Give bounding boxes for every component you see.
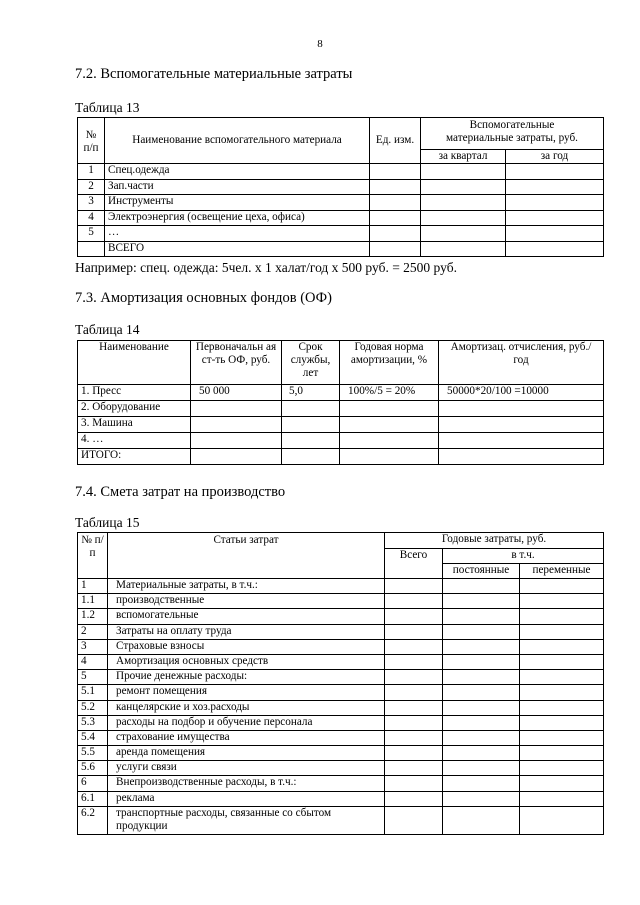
- table-row: [78, 594, 604, 609]
- t14-cell-term: 5,0: [282, 385, 340, 401]
- t13-cell-quarter: [421, 195, 506, 211]
- t15-cell-name: транспортные расходы, связанные со сбытом продукции: [108, 806, 385, 834]
- t13-cell-name: Электроэнергия (освещение цеха, офиса): [105, 210, 370, 226]
- t15-cell-name: канцелярские и хоз.расходы: [108, 700, 385, 715]
- t15-cell-fixed: [443, 761, 520, 776]
- t15-cell-total: [385, 791, 443, 806]
- table-row: [78, 730, 604, 745]
- t13-header-unit: Ед. изм.: [370, 118, 421, 164]
- t15-cell-total: [385, 639, 443, 654]
- t14-cell-initial: [191, 433, 282, 449]
- t14-cell-name: ИТОГО:: [78, 449, 191, 465]
- table-row: [78, 433, 604, 449]
- table-13: [77, 117, 604, 257]
- t15-cell-name: производственные: [108, 594, 385, 609]
- t14-cell-rate: [340, 401, 439, 417]
- t15-cell-name: страхование имущества: [108, 730, 385, 745]
- t13-cell-name: …: [105, 226, 370, 242]
- t14-header-amort: Амортизац. отчисления, руб./год: [439, 341, 604, 385]
- t13-cell-name: Инструменты: [105, 195, 370, 211]
- t14-header-initial: Первоначальн ая ст-ть ОФ, руб.: [191, 341, 282, 385]
- t15-cell-total: [385, 761, 443, 776]
- t15-cell-name: Прочие денежные расходы:: [108, 670, 385, 685]
- t13-cell-unit: [370, 164, 421, 180]
- t13-cell-quarter: [421, 226, 506, 242]
- t13-cell-year: [506, 226, 604, 242]
- section-7-2-heading: 7.2. Вспомогательные материальные затраты: [75, 66, 353, 82]
- t15-cell-num: 5.6: [78, 761, 108, 776]
- t15-cell-name: Затраты на оплату труда: [108, 624, 385, 639]
- table-row: [78, 449, 604, 465]
- t13-cell-year: [506, 164, 604, 180]
- t13-cell-quarter: [421, 179, 506, 195]
- t15-header-items: Статьи затрат: [108, 533, 385, 579]
- t15-cell-name: Амортизация основных средств: [108, 654, 385, 669]
- t14-cell-rate: [340, 417, 439, 433]
- table-row: [78, 776, 604, 791]
- t15-cell-name: Страховые взносы: [108, 639, 385, 654]
- table-row: [78, 715, 604, 730]
- t14-cell-rate: 100%/5 = 20%: [340, 385, 439, 401]
- t13-cell-year: [506, 210, 604, 226]
- t15-cell-num: 5.2: [78, 700, 108, 715]
- t15-cell-num: 4: [78, 654, 108, 669]
- t15-cell-num: 1.2: [78, 609, 108, 624]
- t15-header-variable: переменные: [520, 564, 604, 579]
- t13-cell-year: [506, 179, 604, 195]
- t15-cell-variable: [520, 670, 604, 685]
- t15-cell-variable: [520, 624, 604, 639]
- t15-cell-variable: [520, 791, 604, 806]
- t15-cell-total: [385, 670, 443, 685]
- t15-cell-num: 1.1: [78, 594, 108, 609]
- t15-cell-fixed: [443, 791, 520, 806]
- t15-cell-num: 6.1: [78, 791, 108, 806]
- table-row: [78, 806, 604, 834]
- t15-cell-total: [385, 654, 443, 669]
- t15-cell-num: 6: [78, 776, 108, 791]
- t13-cell-num: 5: [78, 226, 105, 242]
- table-row: [78, 639, 604, 654]
- table-row: [78, 226, 604, 242]
- t13-cell-quarter: [421, 210, 506, 226]
- t15-cell-fixed: [443, 639, 520, 654]
- t13-cell-num: 4: [78, 210, 105, 226]
- t15-header-annual: Годовые затраты, руб.: [385, 533, 604, 549]
- t13-header-quarter: за квартал: [421, 150, 506, 164]
- table-row: [78, 654, 604, 669]
- table-row: [78, 761, 604, 776]
- table-15: [77, 532, 604, 835]
- t14-cell-amort: 50000*20/100 =10000: [439, 385, 604, 401]
- table-13-caption: Таблица 13: [75, 100, 140, 115]
- t15-cell-num: 5.5: [78, 746, 108, 761]
- t13-header-num: № п/п: [78, 118, 105, 164]
- t15-cell-total: [385, 730, 443, 745]
- t15-cell-total: [385, 806, 443, 834]
- t15-cell-num: 5: [78, 670, 108, 685]
- t15-cell-name: ремонт помещения: [108, 685, 385, 700]
- table-row: [78, 609, 604, 624]
- t15-cell-fixed: [443, 594, 520, 609]
- t14-cell-initial: 50 000: [191, 385, 282, 401]
- t13-cell-num: [78, 241, 105, 257]
- t13-cell-unit: [370, 241, 421, 257]
- table-row: [78, 210, 604, 226]
- t15-cell-num: 2: [78, 624, 108, 639]
- t14-cell-amort: [439, 449, 604, 465]
- t13-cell-num: 3: [78, 195, 105, 211]
- t15-cell-num: 5.3: [78, 715, 108, 730]
- example-note: Например: спец. одежда: 5чел. х 1 халат/год х 500 руб. = 2500 руб.: [75, 260, 457, 275]
- table-row: [78, 164, 604, 180]
- t15-cell-variable: [520, 685, 604, 700]
- t15-cell-variable: [520, 730, 604, 745]
- t15-cell-fixed: [443, 685, 520, 700]
- t15-cell-variable: [520, 746, 604, 761]
- t15-cell-name: реклама: [108, 791, 385, 806]
- t15-cell-num: 6.2: [78, 806, 108, 834]
- t13-cell-quarter: [421, 241, 506, 257]
- t15-cell-fixed: [443, 715, 520, 730]
- table-row: [78, 700, 604, 715]
- t15-cell-name: вспомогательные: [108, 609, 385, 624]
- table-row: [78, 385, 604, 401]
- t15-cell-fixed: [443, 746, 520, 761]
- t15-cell-variable: [520, 806, 604, 834]
- t13-cell-unit: [370, 226, 421, 242]
- table-15-caption: Таблица 15: [75, 515, 140, 530]
- t13-cell-num: 2: [78, 179, 105, 195]
- t15-cell-total: [385, 700, 443, 715]
- t14-cell-rate: [340, 449, 439, 465]
- t13-header-year: за год: [506, 150, 604, 164]
- t14-cell-amort: [439, 401, 604, 417]
- t14-cell-name: 4. …: [78, 433, 191, 449]
- t14-cell-initial: [191, 401, 282, 417]
- t15-cell-fixed: [443, 579, 520, 594]
- t15-cell-fixed: [443, 730, 520, 745]
- table-row: [78, 179, 604, 195]
- t15-cell-total: [385, 594, 443, 609]
- t15-cell-name: расходы на подбор и обучение персонала: [108, 715, 385, 730]
- t15-header-incl: в т.ч.: [443, 549, 604, 564]
- t14-cell-amort: [439, 433, 604, 449]
- t15-cell-name: услуги связи: [108, 761, 385, 776]
- t14-cell-term: [282, 433, 340, 449]
- t13-cell-name: ВСЕГО: [105, 241, 370, 257]
- t15-cell-num: 5.4: [78, 730, 108, 745]
- t13-cell-name: Зап.части: [105, 179, 370, 195]
- t13-cell-quarter: [421, 164, 506, 180]
- t15-cell-total: [385, 776, 443, 791]
- t15-cell-total: [385, 579, 443, 594]
- t15-cell-variable: [520, 639, 604, 654]
- t15-cell-fixed: [443, 624, 520, 639]
- t15-cell-total: [385, 609, 443, 624]
- t13-header-name: Наименование вспомогательного материала: [105, 118, 370, 164]
- t15-cell-variable: [520, 715, 604, 730]
- t14-header-name: Наименование: [78, 341, 191, 385]
- t15-cell-fixed: [443, 670, 520, 685]
- t13-cell-num: 1: [78, 164, 105, 180]
- t14-cell-initial: [191, 417, 282, 433]
- t14-cell-amort: [439, 417, 604, 433]
- t14-cell-term: [282, 417, 340, 433]
- t15-cell-variable: [520, 654, 604, 669]
- t15-cell-num: 3: [78, 639, 108, 654]
- table-row: [78, 624, 604, 639]
- t15-header-num: № п/п: [78, 533, 108, 579]
- t14-cell-rate: [340, 433, 439, 449]
- t13-cell-unit: [370, 179, 421, 195]
- t15-cell-variable: [520, 579, 604, 594]
- t15-cell-fixed: [443, 776, 520, 791]
- t15-cell-fixed: [443, 700, 520, 715]
- t15-cell-fixed: [443, 654, 520, 669]
- t15-cell-total: [385, 746, 443, 761]
- t14-cell-name: 3. Машина: [78, 417, 191, 433]
- table-14-caption: Таблица 14: [75, 322, 140, 337]
- t13-cell-unit: [370, 210, 421, 226]
- t15-cell-variable: [520, 761, 604, 776]
- t15-cell-num: 1: [78, 579, 108, 594]
- table-row: [78, 241, 604, 257]
- t15-cell-fixed: [443, 609, 520, 624]
- page-number: 8: [317, 38, 323, 50]
- t14-cell-term: [282, 449, 340, 465]
- t15-cell-name: аренда помещения: [108, 746, 385, 761]
- t15-cell-variable: [520, 776, 604, 791]
- section-7-3-heading: 7.3. Амортизация основных фондов (ОФ): [75, 290, 332, 306]
- table-row: [78, 195, 604, 211]
- table-row: [78, 685, 604, 700]
- t15-cell-total: [385, 715, 443, 730]
- t13-cell-year: [506, 241, 604, 257]
- t13-cell-name: Спец.одежда: [105, 164, 370, 180]
- t14-header-term: Срок службы, лет: [282, 341, 340, 385]
- t14-cell-name: 1. Пресс: [78, 385, 191, 401]
- section-7-4-heading: 7.4. Смета затрат на производство: [75, 484, 286, 500]
- t15-header-fixed: постоянные: [443, 564, 520, 579]
- t15-cell-fixed: [443, 806, 520, 834]
- t13-cell-unit: [370, 195, 421, 211]
- t13-cell-year: [506, 195, 604, 211]
- table-row: [78, 417, 604, 433]
- table-row: [78, 791, 604, 806]
- t13-header-costs: Вспомогательные материальные затраты, руб.: [421, 118, 604, 150]
- t14-cell-term: [282, 401, 340, 417]
- t14-cell-initial: [191, 449, 282, 465]
- t15-cell-variable: [520, 609, 604, 624]
- t14-cell-name: 2. Оборудование: [78, 401, 191, 417]
- table-14: [77, 340, 604, 465]
- t14-header-rate: Годовая норма амортизации, %: [340, 341, 439, 385]
- table-row: [78, 401, 604, 417]
- table-row: [78, 746, 604, 761]
- t15-cell-total: [385, 685, 443, 700]
- t15-cell-variable: [520, 594, 604, 609]
- t15-cell-total: [385, 624, 443, 639]
- t15-cell-name: Материальные затраты, в т.ч.:: [108, 579, 385, 594]
- t15-cell-num: 5.1: [78, 685, 108, 700]
- t15-header-total: Всего: [385, 549, 443, 579]
- t15-cell-variable: [520, 700, 604, 715]
- table-row: [78, 670, 604, 685]
- table-row: [78, 579, 604, 594]
- t15-cell-name: Внепроизводственные расходы, в т.ч.:: [108, 776, 385, 791]
